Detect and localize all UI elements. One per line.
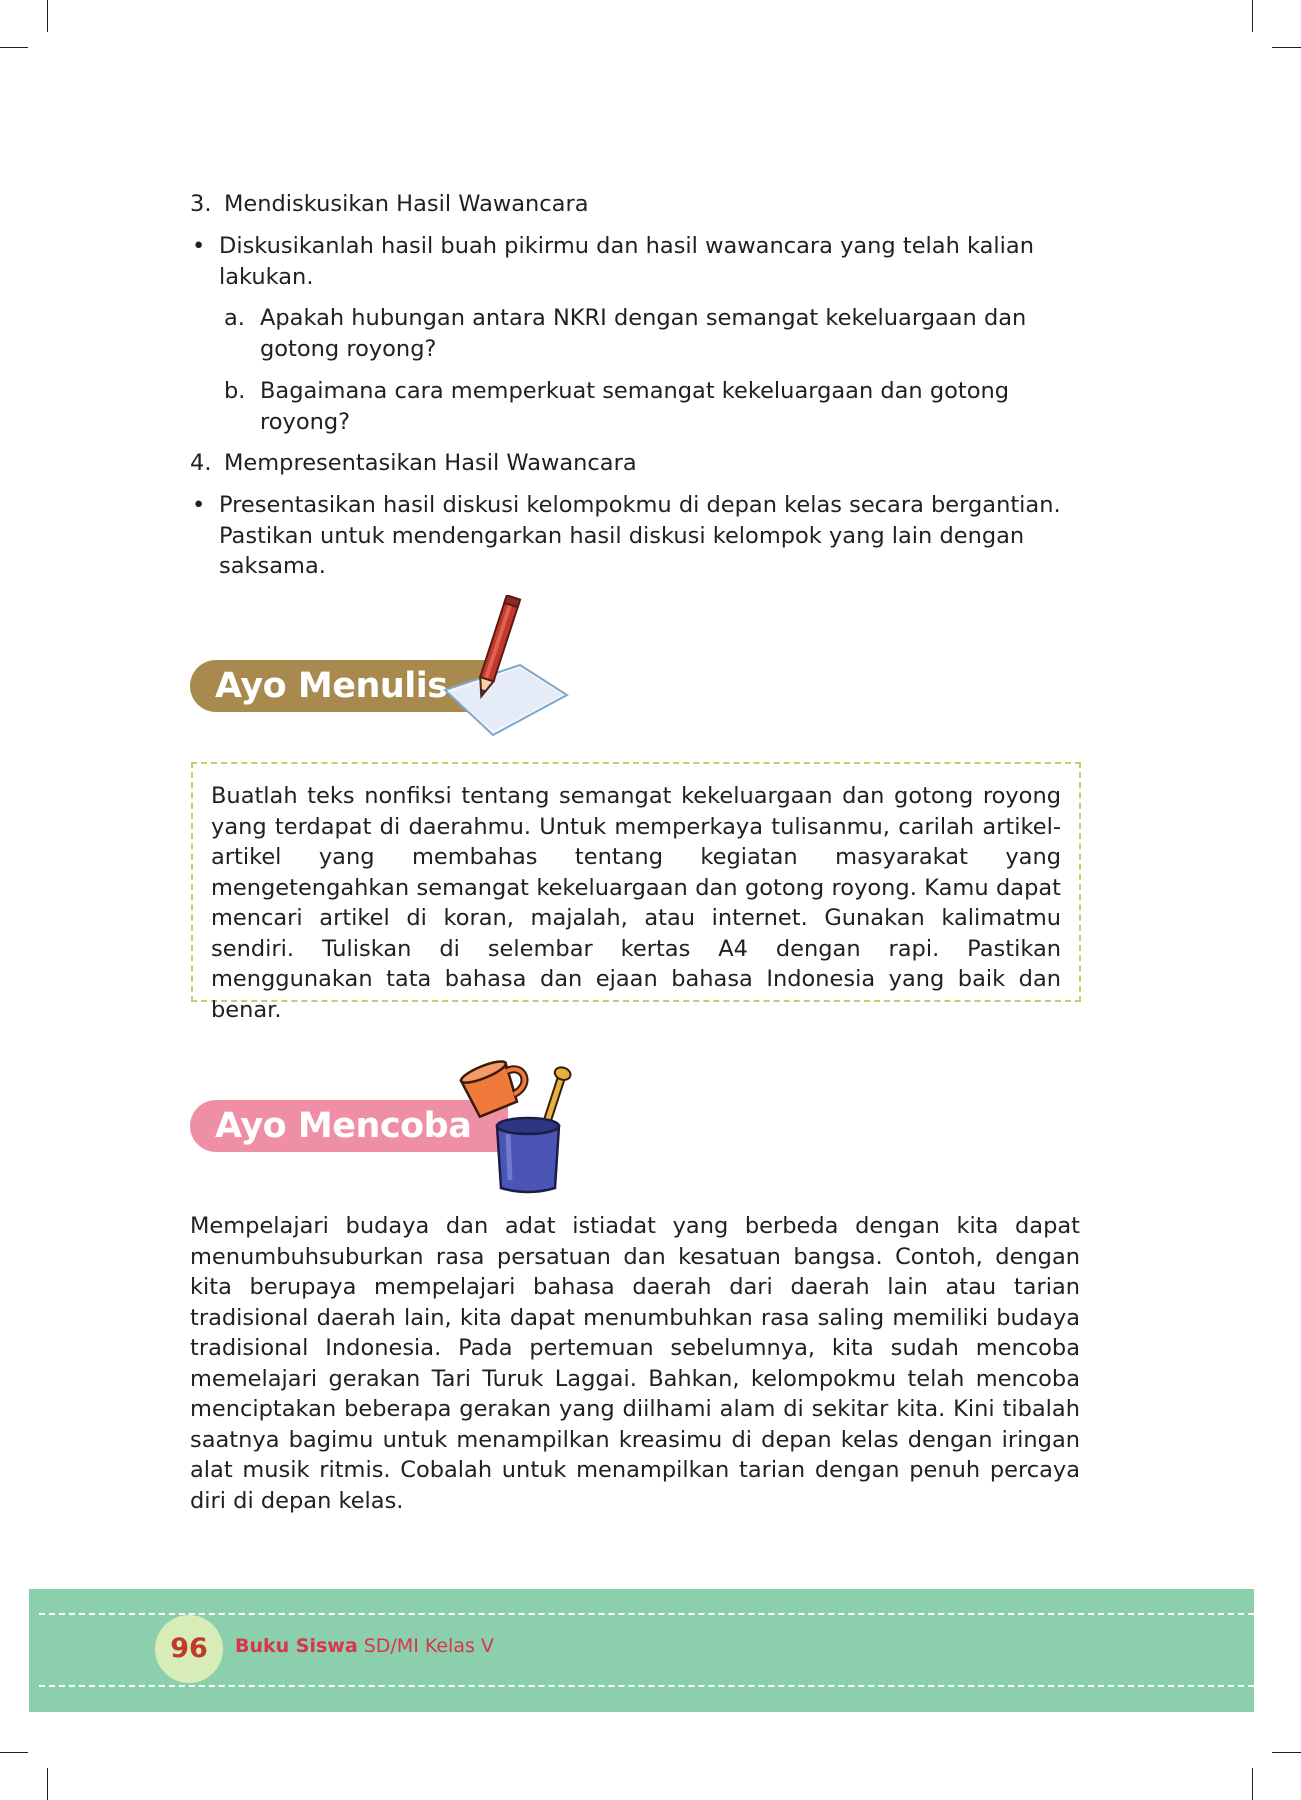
question-a-text: Apakah hubungan antara NKRI dengan semangat kekeluargaan dan gotong royong? [260, 305, 1027, 362]
crop-mark [47, 0, 48, 32]
crop-mark [1272, 47, 1301, 48]
book-title [235, 1635, 494, 1657]
crop-mark [1272, 1752, 1301, 1753]
ayo-menulis-text: Buatlah teks nonfiksi tentang semangat kekeluargaan dan gotong royong yang terdapat di daerahmu. Untuk memperkaya tulisanmu, carilah artikel-artikel yang membahas tentang kegiatan masyarakat yang mengetengahkan semangat kekeluargaan dan gotong royong. Kamu dapat mencari artikel di koran, majalah, atau internet. Gunakan kalimatmu sendiri. Tuliskan di selembar kertas A4 dengan rapi. Pastikan menggunakan tata bahasa dan ejaan bahasa Indonesia yang baik dan benar. [211, 783, 1061, 1023]
ayo-mencoba-title: Ayo Mencoba [215, 1106, 472, 1146]
section-3-heading [190, 189, 589, 219]
question-a-label: a. [224, 305, 245, 331]
crop-mark [1252, 1768, 1253, 1800]
question-b [224, 376, 1064, 437]
book-title-bold: Buku Siswa [235, 1635, 358, 1657]
footer-band [29, 1589, 1254, 1712]
crop-mark [47, 1768, 48, 1800]
bullet-dot: • [192, 492, 206, 518]
question-a [224, 303, 1064, 364]
question-b-text: Bagaimana cara memperkuat semangat kekeluargaan dan gotong royong? [260, 378, 1010, 435]
section-3-bullet-text: Diskusikanlah hasil buah pikirmu dan hasil wawancara yang telah kalian lakukan. [219, 233, 1034, 290]
crop-mark [0, 1752, 28, 1753]
pencil-paper-icon [435, 595, 575, 745]
ayo-menulis-box [191, 762, 1081, 1023]
ayo-mencoba-paragraph [190, 1211, 1080, 1516]
mug-cup-icon [452, 1048, 577, 1198]
section-4-title: Mempresentasikan Hasil Wawancara [224, 450, 637, 476]
section-4-bullet [190, 490, 1080, 582]
section-3-title: Mendiskusikan Hasil Wawancara [224, 191, 589, 217]
footer-dash-line-bottom [39, 1685, 1254, 1687]
page-number: 96 [155, 1615, 223, 1683]
ayo-menulis-title: Ayo Menulis [215, 666, 448, 706]
section-3-number: 3. [190, 191, 212, 217]
section-3-bullet [190, 231, 1080, 292]
section-4-heading [190, 448, 637, 478]
ayo-mencoba-text: Mempelajari budaya dan adat istiadat yang berbeda dengan kita dapat menumbuhsuburkan rasa persatuan dan kesatuan bangsa. Contoh, dengan kita berupaya mempelajari bahasa daerah dari daerah lain atau tarian tradisional daerah lain, kita dapat menumbuhkan rasa saling memiliki budaya tradisional Indonesia. Pada pertemuan sebelumnya, kita sudah mencoba memelajari gerakan Tari Turuk Laggai. Bahkan, kelompokmu telah mencoba menciptakan beberapa gerakan yang diilhami alam di sekitar kita. Kini tibalah saatnya bagimu untuk menampilkan kreasimu di depan kelas dengan iringan alat musik ritmis. Cobalah untuk menampilkan tarian dengan penuh percaya diri di depan kelas. [190, 1213, 1080, 1514]
section-4-number: 4. [190, 450, 212, 476]
section-4-bullet-text: Presentasikan hasil diskusi kelompokmu di depan kelas secara bergantian. Pastikan untuk mendengarkan hasil diskusi kelompok yang lain dengan saksama. [219, 492, 1061, 579]
question-b-label: b. [224, 378, 246, 404]
bullet-dot: • [192, 233, 206, 259]
crop-mark [0, 47, 28, 48]
footer-dash-line-top [39, 1613, 1254, 1615]
book-title-rest: SD/MI Kelas V [363, 1635, 494, 1657]
crop-mark [1252, 0, 1253, 32]
